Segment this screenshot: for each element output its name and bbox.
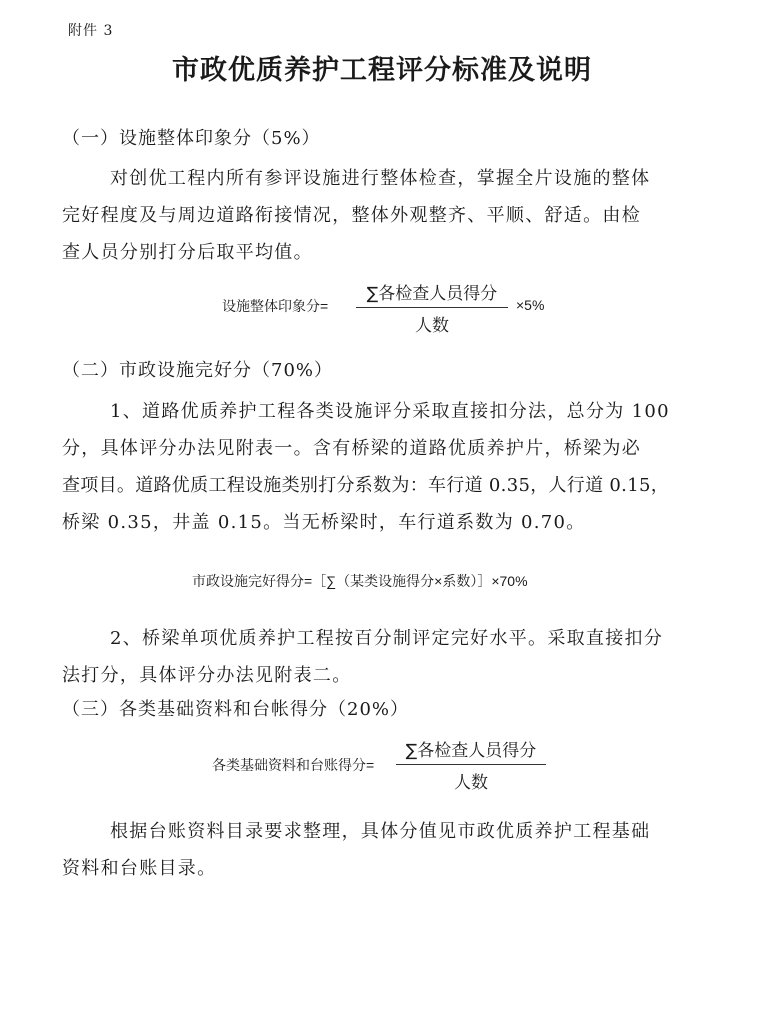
section2-item2-line: 法打分，具体评分办法见附表二。 — [62, 665, 352, 686]
section2-item1-line: 1、道路优质养护工程各类设施评分采取直接扣分法，总分为 100 — [110, 401, 670, 422]
formula-fraction — [396, 736, 546, 793]
formula-lhs: 设施整体印象分= — [222, 298, 329, 314]
fraction-bar — [396, 764, 546, 765]
formula-numerator: ∑各检查人员得分 — [405, 741, 537, 761]
formula-fraction — [356, 279, 508, 336]
section1-paragraph-line: 完好程度及与周边道路衔接情况，整体外观整齐、平顺、舒适。由检 — [62, 205, 641, 226]
section2-item1-line: 分，具体评分办法见附表一。含有桥梁的道路优质养护片，桥梁为必 — [62, 438, 641, 459]
section3-paragraph-line: 资料和台账目录。 — [62, 858, 217, 879]
section2-formula: 市政设施完好得分=［∑（某类设施得分×系数）］×70% — [192, 573, 528, 589]
attachment-label: 附件 3 — [68, 23, 114, 39]
section2-item1-line: 桥梁 0.35，井盖 0.15。当无桥梁时，车行道系数为 0.70。 — [62, 512, 586, 533]
document-title: 市政优质养护工程评分标准及说明 — [172, 55, 592, 86]
section3-paragraph-line: 根据台账资料目录要求整理，具体分值见市政优质养护工程基础 — [110, 821, 651, 842]
formula-denominator: 人数 — [454, 773, 488, 793]
formula-multiplier: ×5% — [516, 297, 545, 313]
section2-item1-line: 查项目。道路优质工程设施类别打分系数为：车行道 0.35，人行道 0.15， — [62, 475, 669, 496]
section2-item2-line: 2、桥梁单项优质养护工程按百分制评定完好水平。采取直接扣分 — [110, 628, 664, 649]
fraction-bar — [356, 307, 508, 308]
section1-paragraph-line: 对创优工程内所有参评设施进行整体检查，掌握全片设施的整体 — [110, 168, 651, 189]
section3-heading: （三）各类基础资料和台帐得分（20%） — [62, 699, 410, 720]
section2-heading: （二）市政设施完好分（70%） — [62, 360, 334, 381]
formula-numerator: ∑各检查人员得分 — [366, 284, 498, 304]
formula-lhs: 各类基础资料和台账得分= — [212, 757, 375, 773]
formula-denominator: 人数 — [415, 316, 449, 336]
section1-heading: （一）设施整体印象分（5%） — [62, 128, 321, 149]
section1-paragraph-line: 查人员分别打分后取平均值。 — [62, 242, 313, 263]
